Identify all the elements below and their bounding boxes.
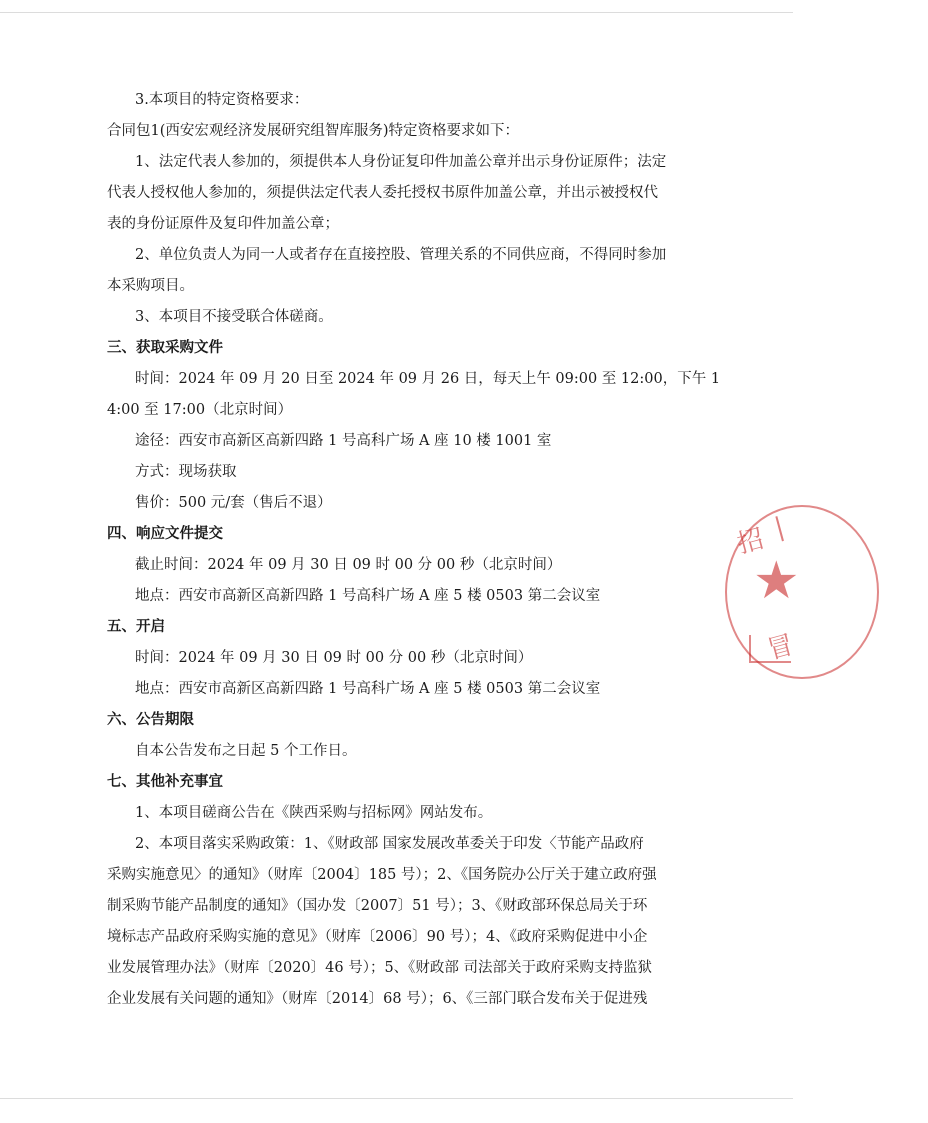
doc-line: 时间：2024 年 09 月 30 日 09 时 00 分 00 秒（北京时间） [135,650,533,666]
official-seal-stamp [725,505,879,679]
seal-star-icon: ★ [753,551,800,611]
doc-line: 途径：西安市高新区高新四路 1 号高科广场 A 座 10 楼 1001 室 [135,433,552,449]
top-scan-edge [0,12,793,13]
section-heading: 五、开启 [107,618,165,635]
doc-line: 制采购节能产品制度的通知》（国办发〔2007〕51 号）；3、《财政部环保总局关于环 [107,898,648,914]
doc-line: 本采购项目。 [107,278,194,294]
seal-char: ∣ [769,511,790,545]
doc-line: 2、本项目落实采购政策：1、《财政部 国家发展改革委关于印发〈节能产品政府 [135,836,644,852]
doc-line: 境标志产品政府采购实施的意见》（财库〔2006〕90 号）；4、《政府采购促进中小企 [107,929,648,945]
section-heading: 六、公告期限 [107,711,194,728]
section-heading: 四、响应文件提交 [107,525,223,542]
doc-line: 地点：西安市高新区高新四路 1 号高科广场 A 座 5 楼 0503 第二会议室 [135,588,601,604]
doc-line: 售价：500 元/套（售后不退） [135,495,332,511]
doc-line: 采购实施意见〉的通知》（财库〔2004〕185 号）；2、《国务院办公厅关于建立政府强 [107,867,657,883]
doc-line: 2、单位负责人为同一人或者存在直接控股、管理关系的不同供应商，不得同时参加 [135,247,667,263]
doc-line: 方式：现场获取 [135,464,237,480]
doc-line: 自本公告发布之日起 5 个工作日。 [135,743,357,759]
doc-line: 3、本项目不接受联合体磋商。 [135,309,333,325]
seal-char: 冒 [764,630,798,666]
doc-line: 代表人授权他人参加的，须提供法定代表人委托授权书原件加盖公章，并出示被授权代 [107,185,658,201]
doc-line: 4:00 至 17:00（北京时间） [107,402,293,418]
doc-line: 合同包1(西安宏观经济发展研究组智库服务)特定资格要求如下： [107,123,520,139]
doc-line: 地点：西安市高新区高新四路 1 号高科广场 A 座 5 楼 0503 第二会议室 [135,681,601,697]
doc-line: 业发展管理办法》（财库〔2020〕46 号）；5、《财政部 司法部关于政府采购支持监狱 [107,960,653,976]
doc-line: 1、法定代表人参加的，须提供本人身份证复印件加盖公章并出示身份证原件；法定 [135,154,667,170]
doc-line: 1、本项目磋商公告在《陕西采购与招标网》网站发布。 [135,805,493,821]
section-heading: 三、获取采购文件 [107,339,223,356]
doc-line: 时间：2024 年 09 月 20 日至 2024 年 09 月 26 日，每天上午 09:00 至 12:00，下午 1 [135,371,721,387]
bottom-scan-edge [0,1098,793,1099]
section-heading: 七、其他补充事宜 [107,773,223,790]
doc-line: 3.本项目的特定资格要求： [135,92,309,108]
doc-line: 企业发展有关问题的通知》（财库〔2014〕68 号）；6、《三部门联合发布关于促进残 [107,991,648,1007]
doc-line: 表的身份证原件及复印件加盖公章； [107,216,339,232]
doc-line: 截止时间：2024 年 09 月 30 日 09 时 00 分 00 秒（北京时间） [135,557,562,573]
seal-char: 招 [734,524,768,560]
